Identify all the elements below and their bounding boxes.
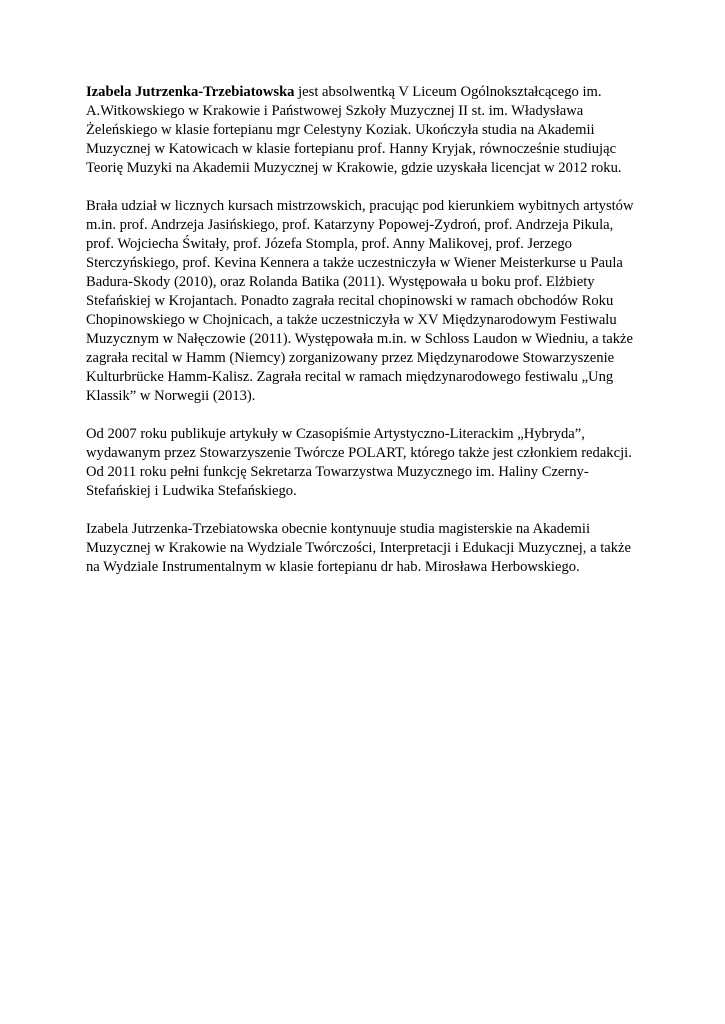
paragraph-publications: Od 2007 roku publikuje artykuły w Czasopiśmie Artystyczno-Literackim „Hybryda”, wydawanym przez Stowarzyszenie Twórcze POLART, którego także jest członkiem redakcji. Od 2011 roku pełni funkcję Sekretarza Towarzystwa Muzycznego im. Haliny Czerny- Stefańskiej i Ludwika Stefańskiego. xyxy=(86,426,632,499)
biography-text xyxy=(86,83,646,596)
artist-name: Izabela Jutrzenka-Trzebiatowska xyxy=(86,84,295,100)
paragraph-education-text: jest absolwentką V Liceum Ogólnokształcącego im. A.Witkowskiego w Krakowie i Państwowej Szkoły Muzycznej II st. im. Władysława Żeleńskiego w klasie fortepianu mgr Celestyny Koziak. Ukończyła studia na Akademii Muzycznej w Katowicach w klasie fortepianu prof. Hanny Kryjak, równocześnie studiując Teorię Muzyki na Akademii Muzycznej w Krakowie, gdzie uzyskała licencjat w 2012 roku. xyxy=(86,84,622,176)
paragraph-current-studies: Izabela Jutrzenka-Trzebiatowska obecnie kontynuuje studia magisterskie na Akademii Muzycznej w Krakowie na Wydziale Twórczości, Interpretacji i Edukacji Muzycznej, a także na Wydziale Instrumentalnym w klasie fortepianu dr hab. Mirosława Herbowskiego. xyxy=(86,521,631,575)
paragraph-education xyxy=(86,83,646,178)
paragraph-masterclasses: Brała udział w licznych kursach mistrzowskich, pracując pod kierunkiem wybitnych artystów m.in. prof. Andrzeja Jasińskiego, prof. Katarzyny Popowej-Zydroń, prof. Andrzeja Pikula, prof. Wojciecha Świtały, prof. Józefa Stompla, prof. Anny Malikovej, prof. Jerzego Sterczyńskiego, prof. Kevina Kennera a także uczestniczyła w Wiener Meisterkurse u Paula Badura-Skody (2010), oraz Rolanda Batika (2011). Występowała u boku prof. Elżbiety Stefańskiej w Krojantach. Ponadto zagrała recital chopinowski w ramach obchodów Roku Chopinowskiego w Chojnicach, a także uczestniczyła w XV Międzynarodowym Festiwalu Muzycznym w Nałęczowie (2011). Występowała m.in. w Schloss Laudon w Wiedniu, a także zagrała recital w Hamm (Niemcy) zorganizowany przez Międzynarodowe Stowarzyszenie Kulturbrücke Hamm-Kalisz. Zagrała recital w ramach międzynarodowego festiwalu „Ung Klassik” w Norwegii (2013). xyxy=(86,198,634,404)
